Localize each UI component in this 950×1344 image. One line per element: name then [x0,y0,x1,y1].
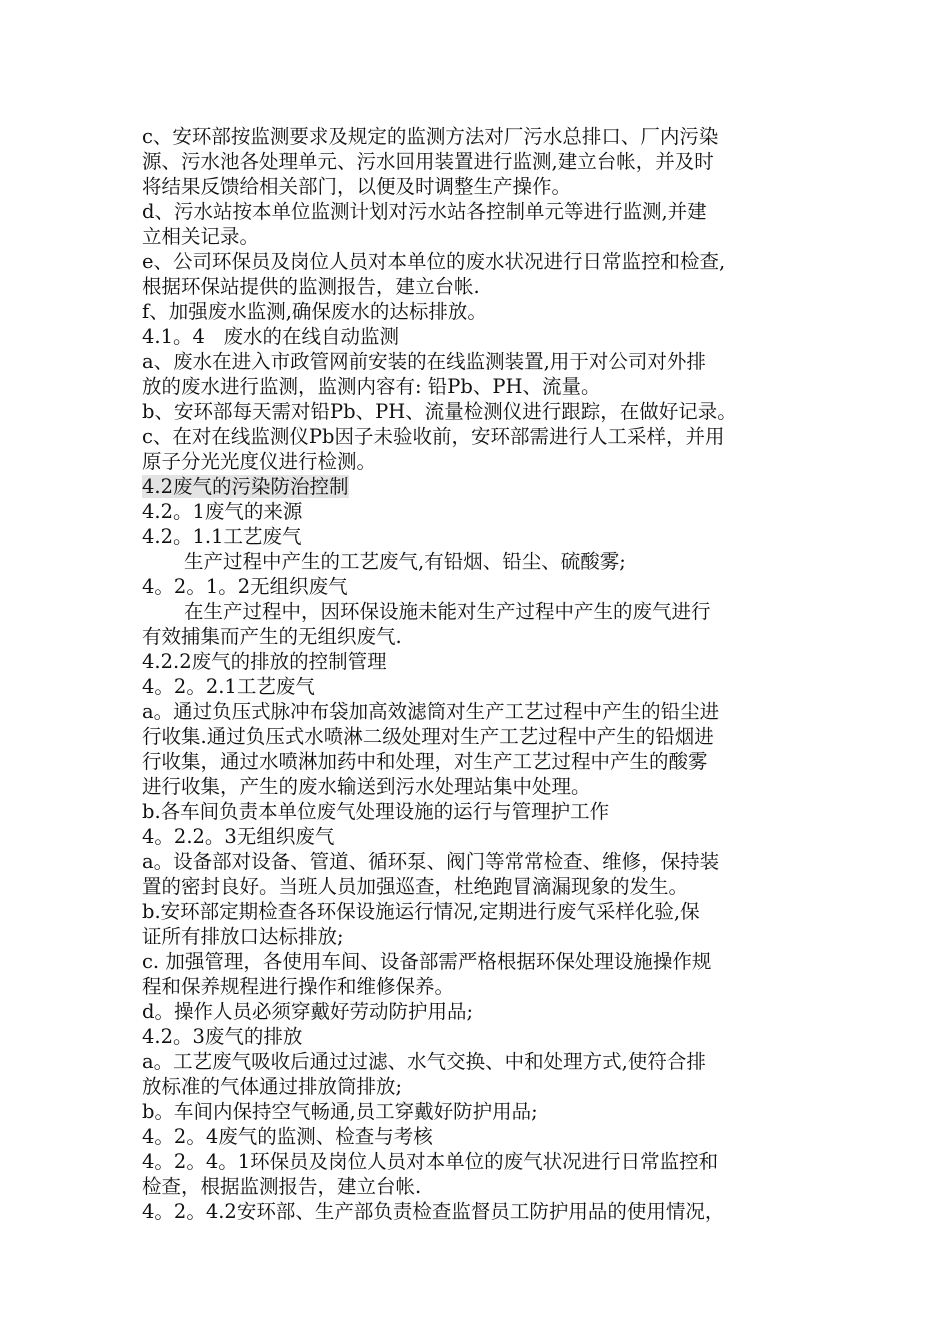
text-line: 进行收集，产生的废水输送到污水处理站集中处理。 [142,775,591,798]
text-line: 4。2。4。1环保员及岗位人员对本单位的废气状况进行日常监控和 [142,1150,719,1173]
text-line: b.安环部定期检查各环保设施运行情况,定期进行废气采样化验,保 [142,900,700,923]
text-line: 置的密封良好。当班人员加强巡查，杜绝跑冒滴漏现象的发生。 [142,875,689,898]
text-line: 根据环保站提供的监测报告，建立台帐. [142,275,480,298]
text-line: 检查，根据监测报告，建立台帐. [142,1175,422,1198]
section-heading: 4.2.2废气的排放的控制管理 [142,650,387,673]
text-line: 原子分光光度仪进行检测。 [142,450,377,473]
text-line: 行收集.通过负压式水喷淋二级处理对生产工艺过程中产生的铅烟进 [142,725,714,748]
section-heading: 4.2。3废气的排放 [142,1025,303,1048]
text-line: 源、污水池各处理单元、污水回用装置进行监测,建立台帐，并及时 [142,150,714,173]
section-heading: 4.1。4 废水的在线自动监测 [142,325,400,348]
text-line: 放的废水进行监测，监测内容有: 铅Pb、PH、流量。 [142,375,601,398]
text-line: c、安环部按监测要求及规定的监测方法对厂污水总排口、厂内污染 [142,125,719,148]
section-heading: 4。2.2。3无组织废气 [142,825,335,848]
text-line: f、加强废水监测,确保废水的达标排放。 [142,300,487,323]
text-line: b。车间内保持空气畅通,员工穿戴好防护用品; [142,1100,538,1123]
section-heading: 4.2。1.1工艺废气 [142,525,302,548]
text-line: d、污水站按本单位监测计划对污水站各控制单元等进行监测,并建 [142,200,707,223]
text-line: 放标准的气体通过排放筒排放; [142,1075,403,1098]
text-line: e、公司环保员及岗位人员对本单位的废水状况进行日常监控和检查, [142,250,726,273]
text-line: 4。2。4.2安环部、生产部负责检查监督员工防护用品的使用情况， [142,1200,725,1223]
text-line: a。通过负压式脉冲布袋加高效滤筒对生产工艺过程中产生的铅尘进 [142,700,720,723]
text-line: 生产过程中产生的工艺废气,有铅烟、铅尘、硫酸雾; [184,550,626,573]
text-line: 将结果反馈给相关部门，以便及时调整生产操作。 [142,175,572,198]
section-heading: 4。2。4废气的监测、检查与考核 [142,1125,433,1148]
highlighted-heading-text: 4.2废气的污染防治控制 [142,475,349,498]
section-heading: 4。2。1。2无组织废气 [142,575,348,598]
text-line: 立相关记录。 [142,225,260,248]
section-heading: 4。2。2.1工艺废气 [142,675,315,698]
section-heading: 4.2。1废气的来源 [142,500,303,523]
text-line: d。操作人员必须穿戴好劳动防护用品; [142,1000,474,1023]
text-line: 程和保养规程进行操作和维修保养。 [142,975,455,998]
text-line: c. 加强管理，各使用车间、设备部需严格根据环保处理设施操作规 [142,950,712,973]
text-line: 在生产过程中，因环保设施未能对生产过程中产生的废气进行 [184,600,711,623]
text-line: b.各车间负责本单位废气处理设施的运行与管理护工作 [142,800,610,823]
text-line: c、在对在线监测仪Pb因子未验收前，安环部需进行人工采样，并用 [142,425,725,448]
text-line: b、安环部每天需对铅Pb、PH、流量检测仪进行跟踪，在做好记录。 [142,400,737,423]
text-line: a、废水在进入市政管网前安装的在线监测装置,用于对公司对外排 [142,350,706,373]
text-line: a。工艺废气吸收后通过过滤、水气交换、中和处理方式,使符合排 [142,1050,706,1073]
section-heading-highlighted [142,474,822,499]
text-line: 有效捕集而产生的无组织废气. [142,625,402,648]
text-line: 证所有排放口达标排放; [142,925,344,948]
text-line: 行收集，通过水喷淋加药中和处理，对生产工艺过程中产生的酸雾 [142,750,708,773]
document-page [142,124,822,1224]
text-line: a。设备部对设备、管道、循环泵、阀门等常常检查、维修，保持装 [142,850,720,873]
